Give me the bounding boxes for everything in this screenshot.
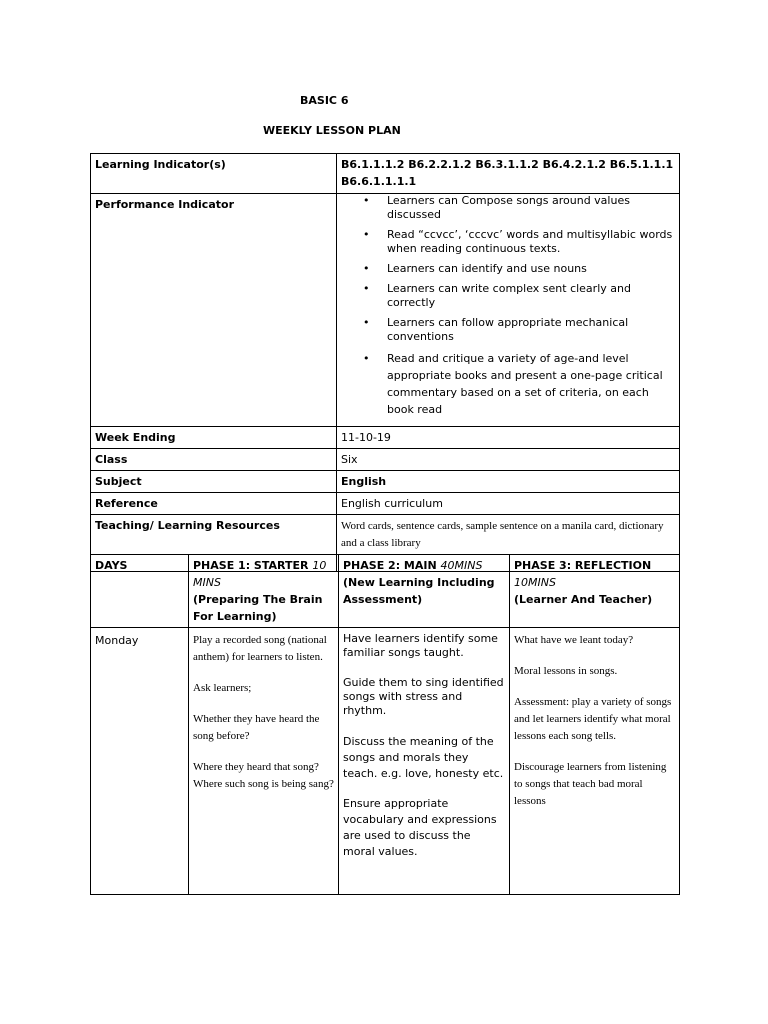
table-row (91, 194, 680, 427)
table-row (91, 555, 680, 628)
reference-value: English curriculum (337, 493, 680, 515)
performance-indicator-cell (337, 194, 680, 427)
phase3-title: PHASE 3: REFLECTION (514, 559, 652, 572)
list-item: • Learners can identify and use nouns (363, 262, 587, 275)
table-row (91, 493, 680, 515)
monday-phase1 (189, 628, 339, 895)
monday-phase1-text: Play a recorded song (national anthem) for learners to listen. (193, 634, 327, 663)
performance-indicator-list (341, 194, 675, 418)
week-ending-label: Week Ending (91, 427, 337, 449)
phase2-title: PHASE 2: MAIN (343, 559, 437, 572)
learning-indicators-value: B6.1.1.1.2 B6.2.2.1.2 B6.3.1.1.2 B6.4.2.1.2 B6.5.1.1.1 B6.6.1.1.1.1 (337, 154, 680, 194)
monday-phase3-text: Discourage learners from listening to songs that teach bad moral lessons (514, 761, 667, 807)
phase2-subtitle: (New Learning Including Assessment) (343, 576, 495, 606)
page-subtitle: WEEKLY LESSON PLAN (263, 124, 401, 137)
monday-phase3 (510, 628, 680, 895)
list-item: • Learners can Compose songs around values discussed (363, 194, 630, 221)
monday-phase2-text: Have learners identify some familiar songs taught. (343, 632, 498, 659)
list-item: • Learners can write complex sent clearly and correctly (363, 282, 631, 309)
performance-indicator-label: Performance Indicator (91, 194, 337, 427)
monday-phase3-text: Moral lessons in songs. (514, 665, 618, 677)
resources-value: Word cards, sentence cards, sample sentence on a manila card, dictionary and a class library (337, 515, 680, 555)
phase3-time: 10MINS (514, 576, 556, 589)
monday-phase2 (339, 628, 510, 895)
phase2-time: 40MINS (440, 559, 483, 572)
monday-phase1-text: Where they heard that song? (193, 761, 319, 773)
phase1-header (189, 555, 339, 628)
weekly-plan-table (90, 554, 680, 895)
bullet-icon: • (363, 316, 370, 329)
bullet-icon: • (363, 228, 370, 241)
monday-phase2-text: Ensure appropriate vocabulary and expressions are used to discuss the moral values. (343, 797, 497, 858)
bullet-icon: • (363, 262, 370, 275)
subject-value: English (337, 471, 680, 493)
list-item: • Read “ccvcc’, ‘cccvc’ words and multisyllabic words when reading continuous texts. (363, 228, 673, 255)
day-monday: Monday (91, 628, 189, 895)
phase2-header (339, 555, 510, 628)
list-item: • Read and critique a variety of age-and level appropriate books and present a one-page critical commentary based on a set of criteria, on each book read (363, 352, 663, 416)
class-value: Six (337, 449, 680, 471)
table-row (91, 154, 680, 194)
table-row (91, 471, 680, 493)
monday-phase2-text: Discuss the meaning of the songs and morals they teach. e.g. love, honesty etc. (343, 735, 504, 780)
reference-label: Reference (91, 493, 337, 515)
table-row (91, 449, 680, 471)
class-label: Class (91, 449, 337, 471)
phase3-subtitle: (Learner And Teacher) (514, 593, 653, 606)
page-title: BASIC 6 (300, 94, 349, 107)
monday-phase3-text: What have we leant today? (514, 634, 634, 646)
learning-indicators-label: Learning Indicator(s) (91, 154, 337, 194)
table-row (91, 427, 680, 449)
week-ending-value: 11-10-19 (337, 427, 680, 449)
table-row (91, 628, 680, 895)
bullet-icon: • (363, 352, 370, 365)
resources-label: Teaching/ Learning Resources (91, 515, 337, 555)
monday-phase1-text: Ask learners; (193, 682, 252, 694)
bullet-icon: • (363, 282, 370, 295)
phase1-time: 10 MINS (193, 559, 327, 589)
monday-phase1-text: Whether they have heard the song before? (193, 713, 320, 742)
phase1-subtitle: (Preparing The Brain For Learning) (193, 593, 323, 623)
monday-phase2-text: Guide them to sing identified songs with stress and rhythm. (343, 676, 504, 717)
lesson-info-table (90, 153, 680, 572)
list-item: • Learners can follow appropriate mechanical conventions (363, 316, 629, 343)
monday-phase1-text: Where such song is being sang? (193, 778, 334, 790)
monday-phase3-text: Assessment: play a variety of songs and let learners identify what moral lessons each song tells. (514, 696, 672, 742)
subject-label: Subject (91, 471, 337, 493)
phase3-header (510, 555, 680, 628)
days-header: DAYS (91, 555, 189, 628)
phase1-title: PHASE 1: STARTER (193, 559, 309, 572)
bullet-icon: • (363, 194, 370, 207)
table-row (91, 515, 680, 555)
